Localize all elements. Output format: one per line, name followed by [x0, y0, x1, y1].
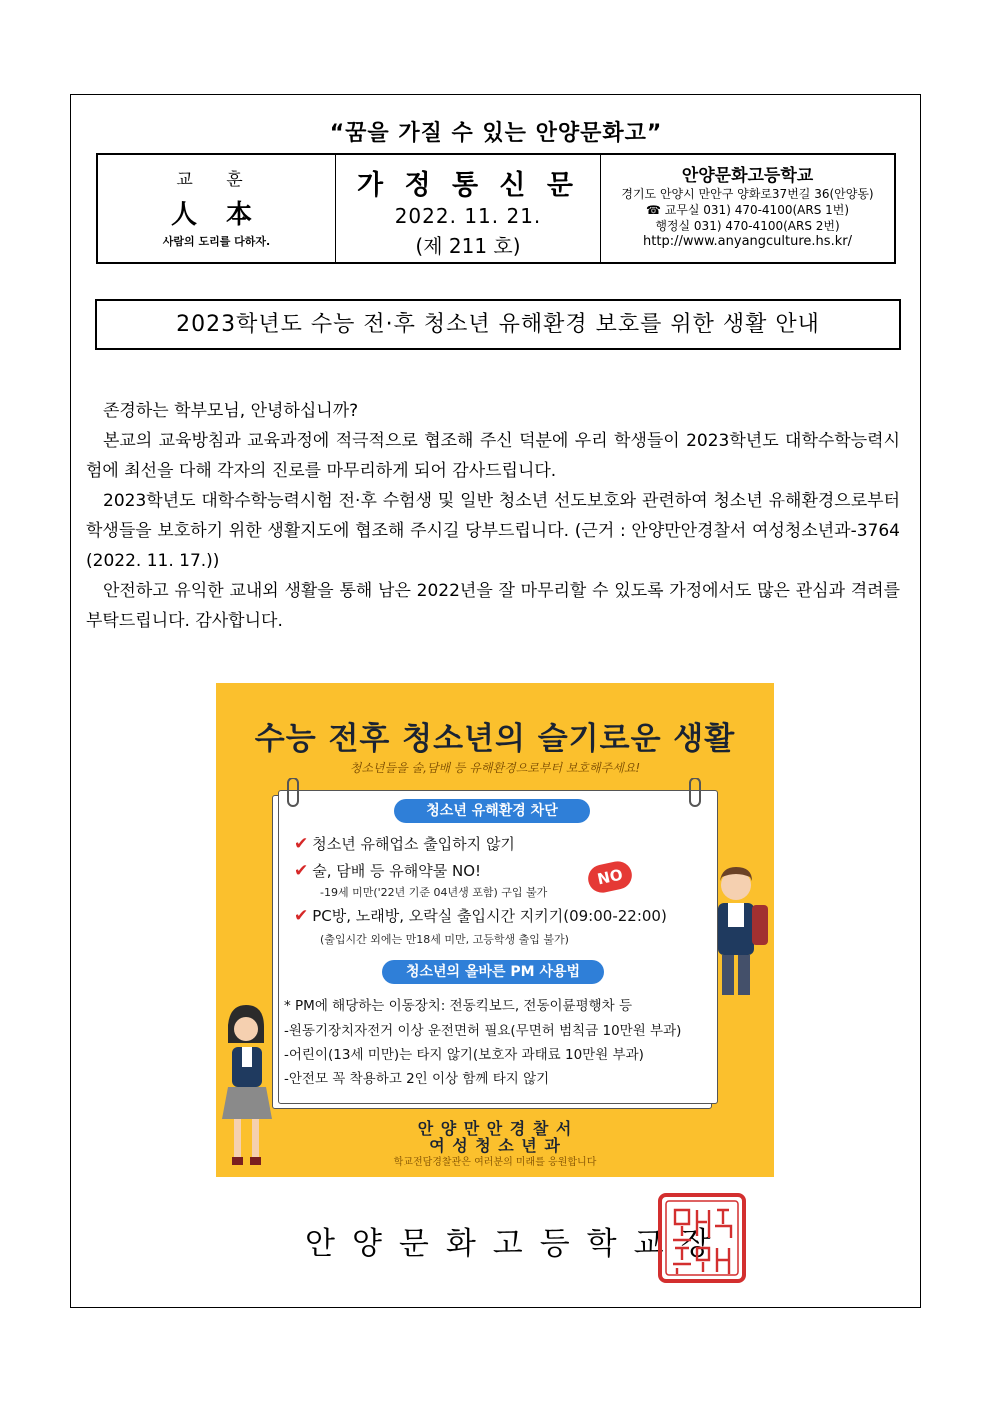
pm-item-4: -안전모 꼭 착용하고 2인 이상 함께 타지 않기 [284, 1071, 550, 1087]
pm-item-1: * PM에 해당하는 이동장치: 전동킥보드, 전동이륜평행차 등 [284, 998, 633, 1014]
rule-item-3: ✔ PC방, 노래방, 오락실 출입시간 지키기(09:00-22:00) [294, 906, 667, 926]
rule-item-1: ✔ 청소년 유해업소 출입하지 않기 [294, 834, 515, 854]
motto-sub: 사람의 도리를 다하자. [162, 235, 271, 248]
school-motto-banner: “꿈을 가질 수 있는 안양문화고” [329, 121, 663, 146]
pm-item-3: -어린이(13세 미만)는 타지 않기(보호자 과태료 10만원 부과) [284, 1047, 644, 1063]
check-icon: ✔ [294, 906, 309, 926]
newsletter-title: 가 정 통 신 문 [356, 170, 579, 201]
motto-main: 人 本 [170, 200, 263, 230]
newsletter-date: 2022. 11. 21. [394, 204, 542, 228]
check-icon: ✔ [294, 834, 309, 854]
school-phone-admin: 행정실 031) 470-4100(ARS 2번) [655, 219, 840, 233]
pm-item-2: -원동기장치자전거 이상 운전면허 필요(무면허 범칙금 10만원 부과) [284, 1023, 682, 1039]
no-badge: NO [586, 859, 635, 896]
rule-item-2: ✔ 술, 담배 등 유해약물 NO! [294, 861, 482, 881]
newsletter-issue: (제 211 호) [415, 234, 521, 258]
police-division: 여 성 청 소 년 과 [429, 1136, 561, 1155]
motto-label: 교 훈 [176, 170, 257, 190]
student-boy-illustration [706, 863, 774, 1003]
school-info-cell [601, 155, 894, 262]
rule-item-2-note: -19세 미만('22년 기준 04년생 포함) 구입 불가 [320, 886, 548, 899]
poster-subtitle: 청소년들을 술,담배 등 유해환경으로부터 보호해주세요! [349, 761, 641, 775]
poster-title: 수능 전후 청소년의 슬기로운 생활 [254, 721, 736, 757]
school-name: 안양문화고등학교 [681, 166, 814, 186]
principal-signature: 안양문화고등학교장 [305, 1226, 728, 1262]
paragraph-2: 2023학년도 대학수학능력시험 전·후 수험생 및 일반 청소년 선도보호와 관련하여 청소년 유해환경으로부터 학생들을 보호하기 위한 생활지도에 협조해 주시길 당부드립니다. (근거 : 안양만안경찰서 여성청소년과-3764 (2022. 11. 17.)) [86, 491, 900, 571]
section-harmful-env: 청소년 유해환경 차단 [394, 799, 590, 823]
letterhead [96, 153, 896, 264]
section-pm-usage: 청소년의 올바른 PM 사용법 [382, 960, 604, 984]
school-phone-office: ☎ 교무실 031) 470-4100(ARS 1번) [645, 203, 850, 217]
school-address: 경기도 안양시 만안구 양화로37번길 36(안양동) [621, 187, 874, 201]
police-station: 안 양 만 안 경 찰 서 [417, 1119, 573, 1138]
rule-item-3-note: (출입시간 외에는 만18세 미만, 고등학생 출입 불가) [320, 933, 569, 946]
newsletter-cell [336, 155, 601, 262]
school-motto-cell [98, 155, 336, 262]
poster [216, 683, 774, 1177]
letter-body [86, 396, 900, 636]
school-seal-icon [657, 1192, 747, 1284]
greeting: 존경하는 학부모님, 안녕하십니까? [103, 401, 359, 421]
school-url[interactable]: http://www.anyangculture.hs.kr/ [643, 234, 852, 249]
check-icon: ✔ [294, 861, 309, 881]
paragraph-1: 본교의 교육방침과 교육과정에 적극적으로 협조해 주신 덕분에 우리 학생들이 2023학년도 대학수학능력시험에 최선을 다해 각자의 진로를 마무리하게 되어 감사드립니다. [86, 431, 900, 481]
subject-title: 2023학년도 수능 전·후 청소년 유해환경 보호를 위한 생활 안내 [95, 299, 901, 350]
police-slogan: 학교전담경찰관은 여러분의 미래를 응원합니다 [393, 1157, 597, 1168]
paragraph-3: 안전하고 유익한 교내외 생활을 통해 남은 2022년을 잘 마무리할 수 있도록 가정에서도 많은 관심과 격려를 부탁드립니다. 감사합니다. [86, 581, 900, 631]
